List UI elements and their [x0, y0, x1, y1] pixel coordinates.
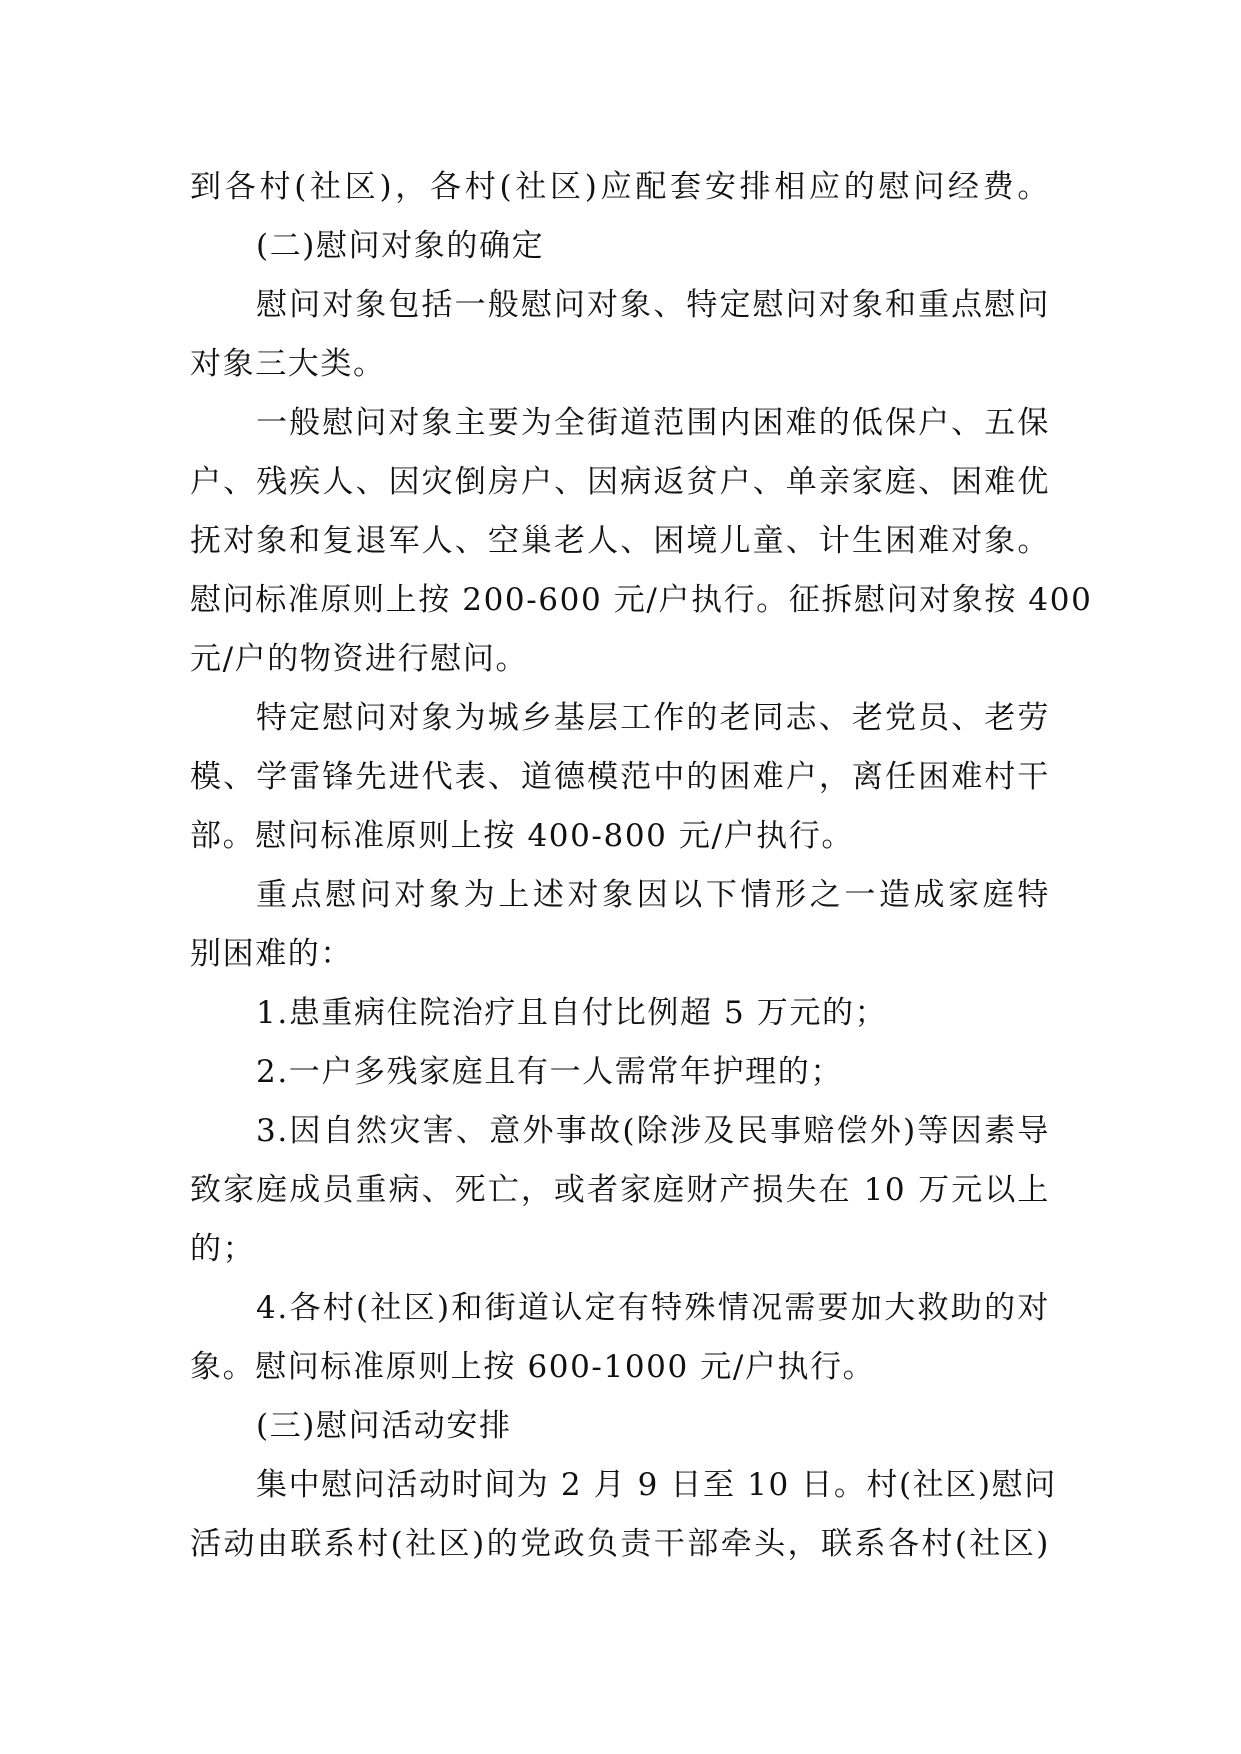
body-text-line: 象。慰问标准原则上按 600-1000 元/户执行。 [190, 1349, 876, 1385]
body-text-line: 到各村(社区)，各村(社区)应配套安排相应的慰问经费。 [190, 169, 1050, 205]
body-text-line: 部。慰问标准原则上按 400-800 元/户执行。 [190, 818, 854, 854]
body-text-line: 一般慰问对象主要为全街道范围内困难的低保户、五保 [256, 405, 1050, 441]
body-text-line: 特定慰问对象为城乡基层工作的老同志、老党员、老劳 [256, 700, 1050, 736]
body-text-line: 户、残疾人、因灾倒房户、因病返贫户、单亲家庭、困难优 [190, 464, 1050, 500]
body-text-line: 元/户的物资进行慰问。 [190, 641, 529, 677]
body-text-line: 模、学雷锋先进代表、道德模范中的困难户，离任困难村干 [190, 759, 1050, 795]
list-item-2: 2.一户多残家庭且有一人需常年护理的； [256, 1054, 843, 1090]
body-text-line: 致家庭成员重病、死亡，或者家庭财产损失在 10 万元以上 [190, 1172, 1050, 1208]
body-text-line: 对象三大类。 [190, 346, 386, 382]
body-text-line: 抚对象和复退军人、空巢老人、困境儿童、计生困难对象。 [190, 523, 1050, 559]
list-item-4: 4.各村(社区)和街道认定有特殊情况需要加大救助的对 [256, 1290, 1050, 1326]
body-text-line: 重点慰问对象为上述对象因以下情形之一造成家庭特 [256, 877, 1050, 913]
body-text-line: 别困难的： [190, 936, 353, 972]
body-text-line: 慰问标准原则上按 200-600 元/户执行。征拆慰问对象按 400 [190, 582, 1093, 618]
body-text-line: 慰问对象包括一般慰问对象、特定慰问对象和重点慰问 [256, 287, 1050, 323]
body-text-line: 的； [190, 1231, 256, 1267]
body-text-line: 集中慰问活动时间为 2 月 9 日至 10 日。村(社区)慰问 [256, 1467, 1057, 1503]
section-heading-3: (三)慰问活动安排 [256, 1408, 512, 1444]
list-item-1: 1.患重病住院治疗且自付比例超 5 万元的； [256, 995, 888, 1031]
section-heading-2: (二)慰问对象的确定 [256, 228, 545, 264]
body-text-line: 活动由联系村(社区)的党政负责干部牵头，联系各村(社区) [190, 1526, 1050, 1562]
list-item-3: 3.因自然灾害、意外事故(除涉及民事赔偿外)等因素导 [256, 1113, 1050, 1149]
